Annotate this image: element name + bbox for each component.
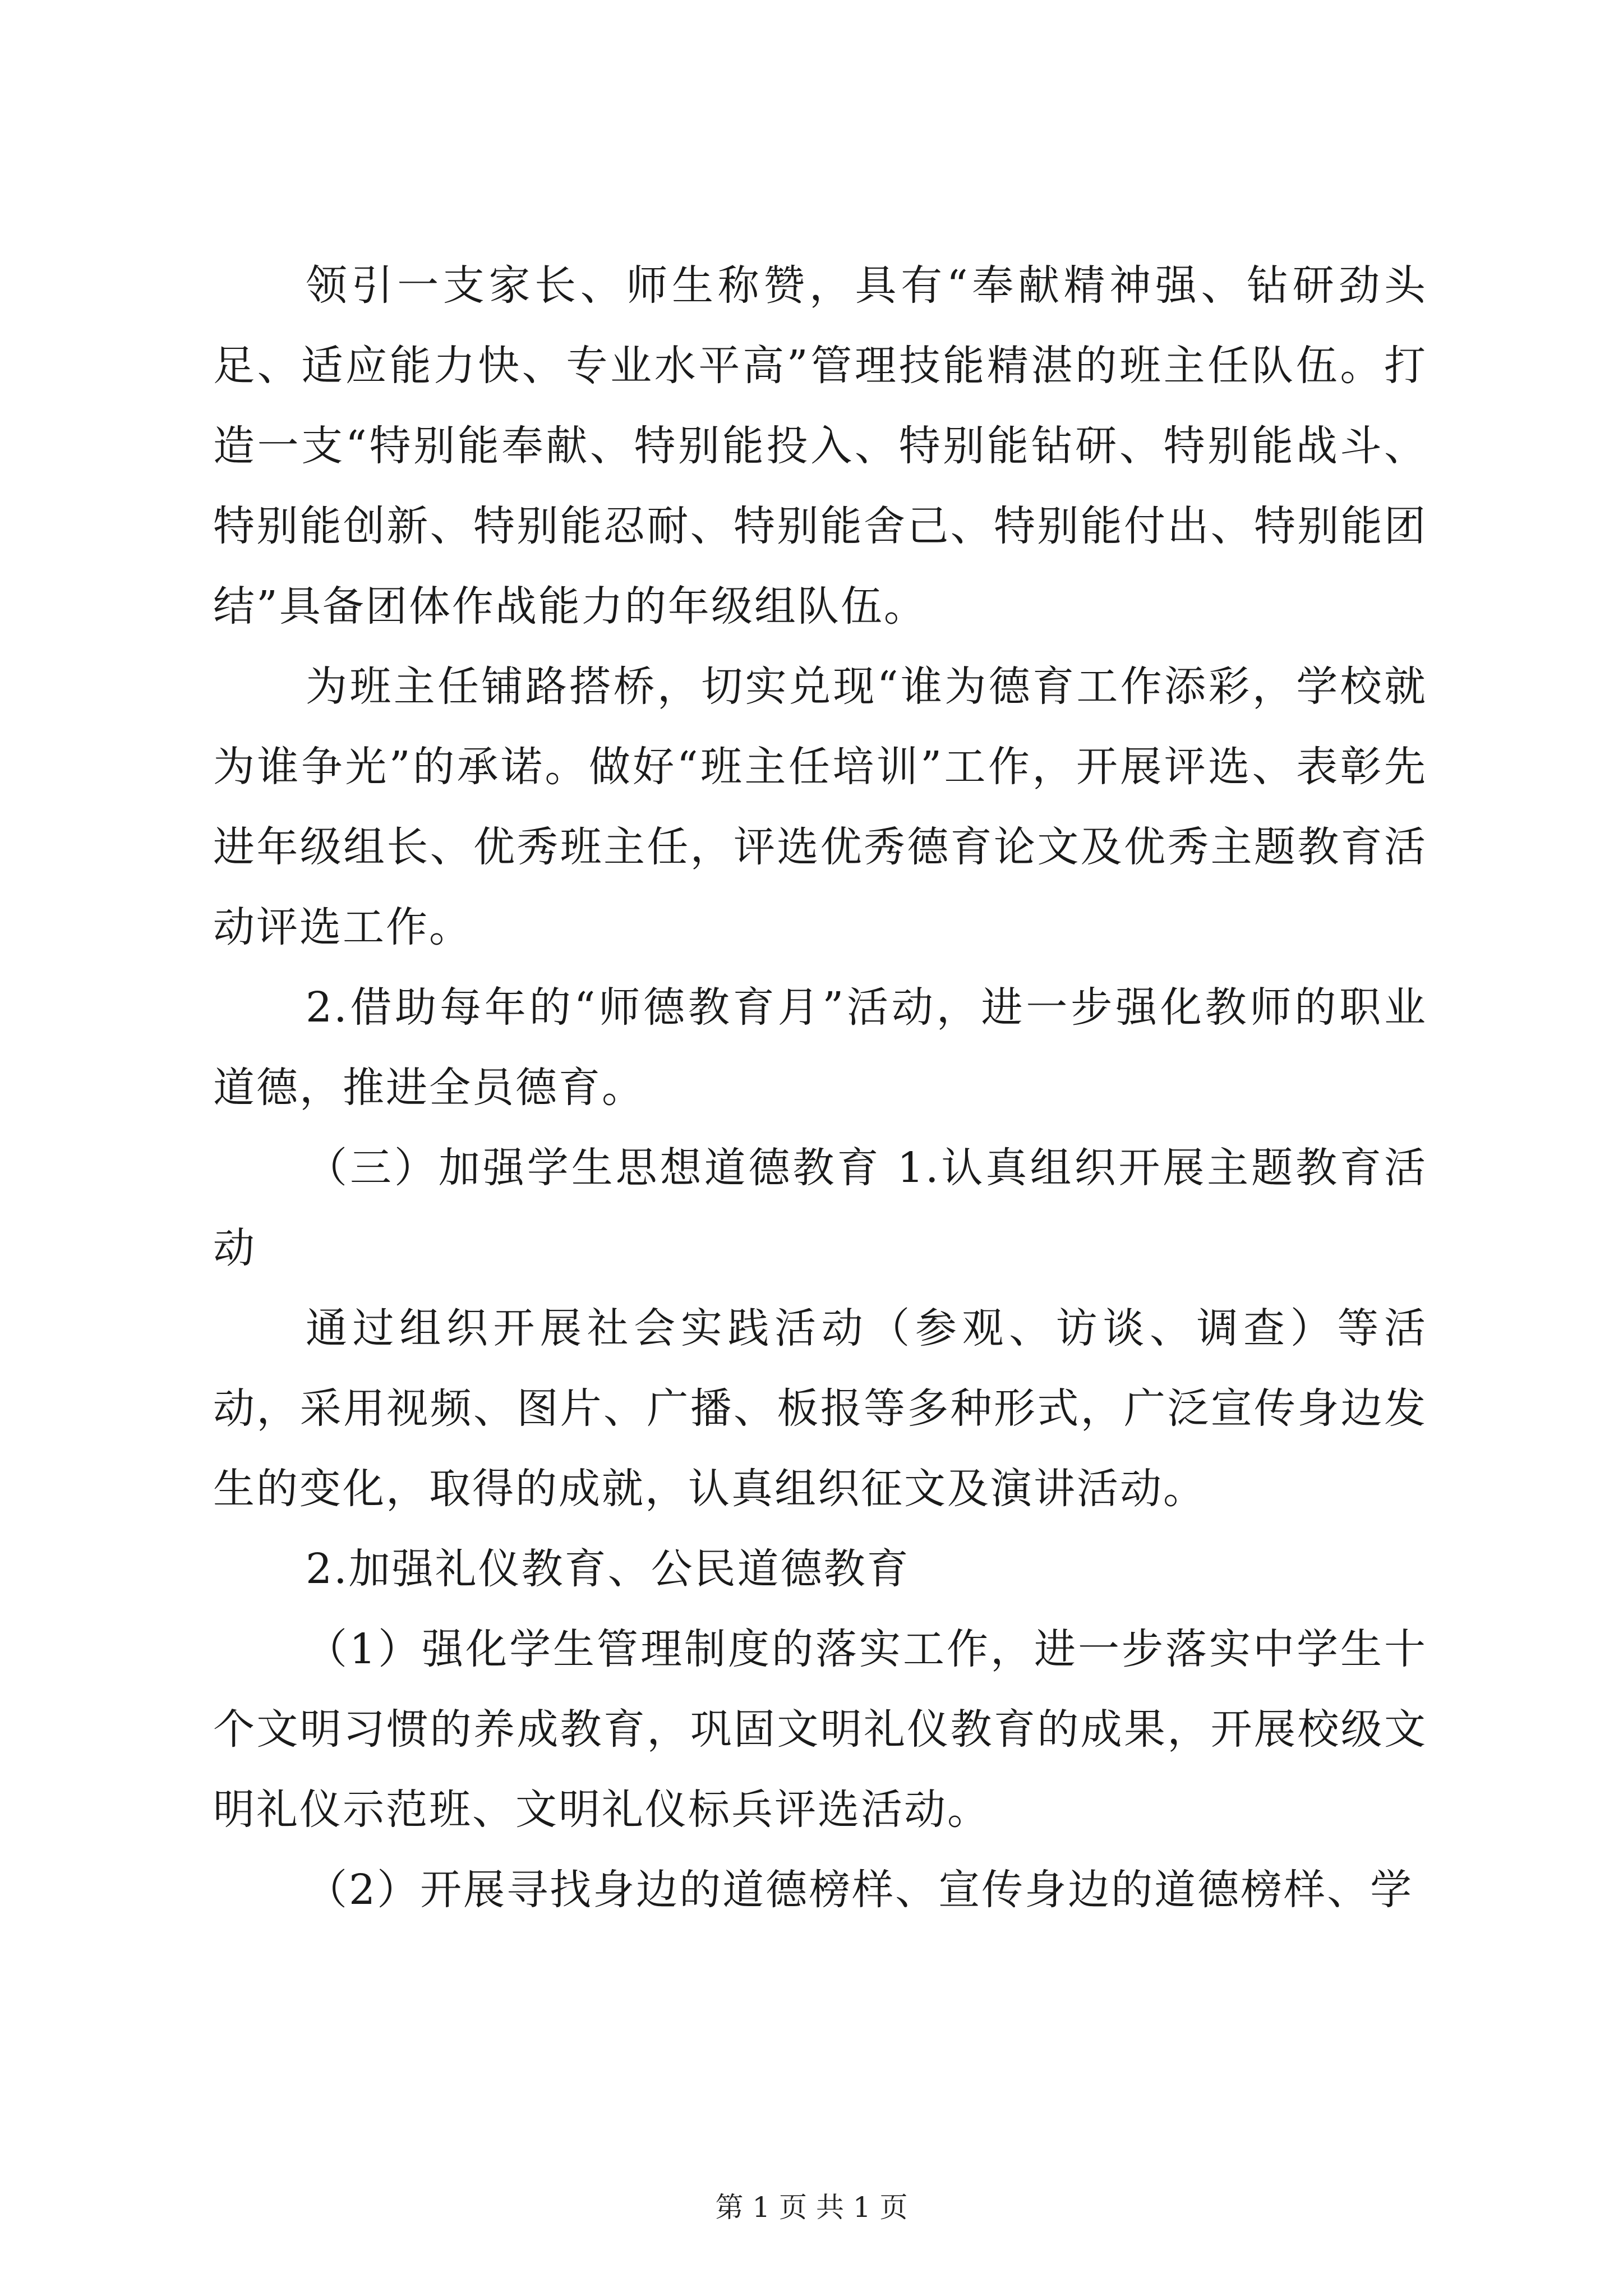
subheading-etiquette-education: 2.加强礼仪教育、公民道德教育: [306, 1545, 910, 1593]
paragraph-teacher-support: 为班主任铺路搭桥，切实兑现“谁为德育工作添彩，学校就为谁争光”的承诺。做好“班主任培训”工作，开展评选、表彰先进年级组长、优秀班主任，评选优秀德育论文及优秀主题教育活动评选工作。: [213, 662, 1427, 951]
document-body: [213, 246, 1427, 1930]
paragraph-management-rules: （1）强化学生管理制度的落实工作，进一步落实中学生十个文明习惯的养成教育，巩固文明礼仪教育的成果，开展校级文明礼仪示范班、文明礼仪标兵评选活动。: [213, 1625, 1427, 1834]
paragraph-team-building: 领引一支家长、师生称赞，具有“奉献精神强、钻研劲头足、适应能力快、专业水平高”管理技能精湛的班主任队伍。打造一支“特别能奉献、特别能投入、特别能钻研、特别能战斗、特别能创新、特别能忍耐、特别能舍己、特别能付出、特别能团结”具备团体作战能力的年级组队伍。: [213, 261, 1427, 631]
paragraph-social-practice: 通过组织开展社会实践活动（参观、访谈、调查）等活动，采用视频、图片、广播、板报等多种形式，广泛宣传身边发生的变化，取得的成就，认真组织征文及演讲活动。: [213, 1304, 1427, 1513]
page-footer: 第 1 页 共 1 页: [715, 2191, 908, 2224]
section-heading-moral-education: （三）加强学生思想道德教育 1.认真组织开展主题教育活动: [213, 1144, 1427, 1272]
paragraph-moral-models: （2）开展寻找身边的道德榜样、宣传身边的道德榜样、学: [306, 1866, 1414, 1914]
paragraph-teacher-ethics: 2.借助每年的“师德教育月”活动，进一步强化教师的职业道德，推进全员德育。: [213, 983, 1427, 1112]
